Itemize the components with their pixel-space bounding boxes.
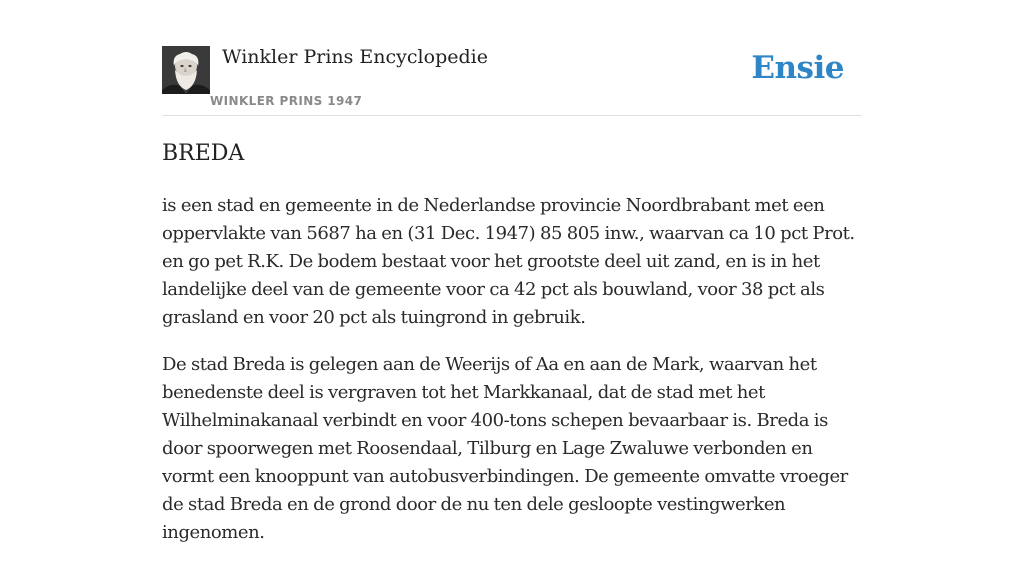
ensie-logo[interactable]: Ensie [751,50,844,86]
avatar[interactable] [162,46,210,94]
header [162,0,862,116]
source-title[interactable]: Winkler Prins Encyclopedie [222,46,488,68]
bearded-man-portrait-icon [162,46,210,94]
article-paragraph-2: De stad Breda is gelegen aan de Weerijs of Aa en aan de Mark, waarvan het benedenste deel is vergraven tot het Markkanaal, dat de stad met het Wilhelminakanaal verbindt en voor 400-tons schepen bevaarbaar is. Breda is door spoorwegen met Roosendaal, Tilburg en Lage Zwaluwe verbonden en vormt een knooppunt van autobusverbindingen. De gemeente omvatte vroeger de stad Breda en de grond door de nu ten dele gesloopte vestingwerken ingenomen. [162,354,848,543]
article-body [162,192,862,566]
content-container [162,0,862,543]
article-title: BREDA [162,141,245,166]
article-paragraph-1: is een stad en gemeente in de Nederlandse provincie Noordbrabant met een oppervlakte van 5687 ha en (31 Dec. 1947) 85 805 inw., waarvan ca 10 pct Prot. en go pet R.K. De bodem bestaat voor het grootste deel uit zand, en is in het landelijke deel van de gemeente voor ca 42 pct als bouwland, voor 38 pct als grasland en voor 20 pct als tuingrond in gebruik. [162,195,855,328]
source-subtitle: WINKLER PRINS 1947 [210,94,363,108]
